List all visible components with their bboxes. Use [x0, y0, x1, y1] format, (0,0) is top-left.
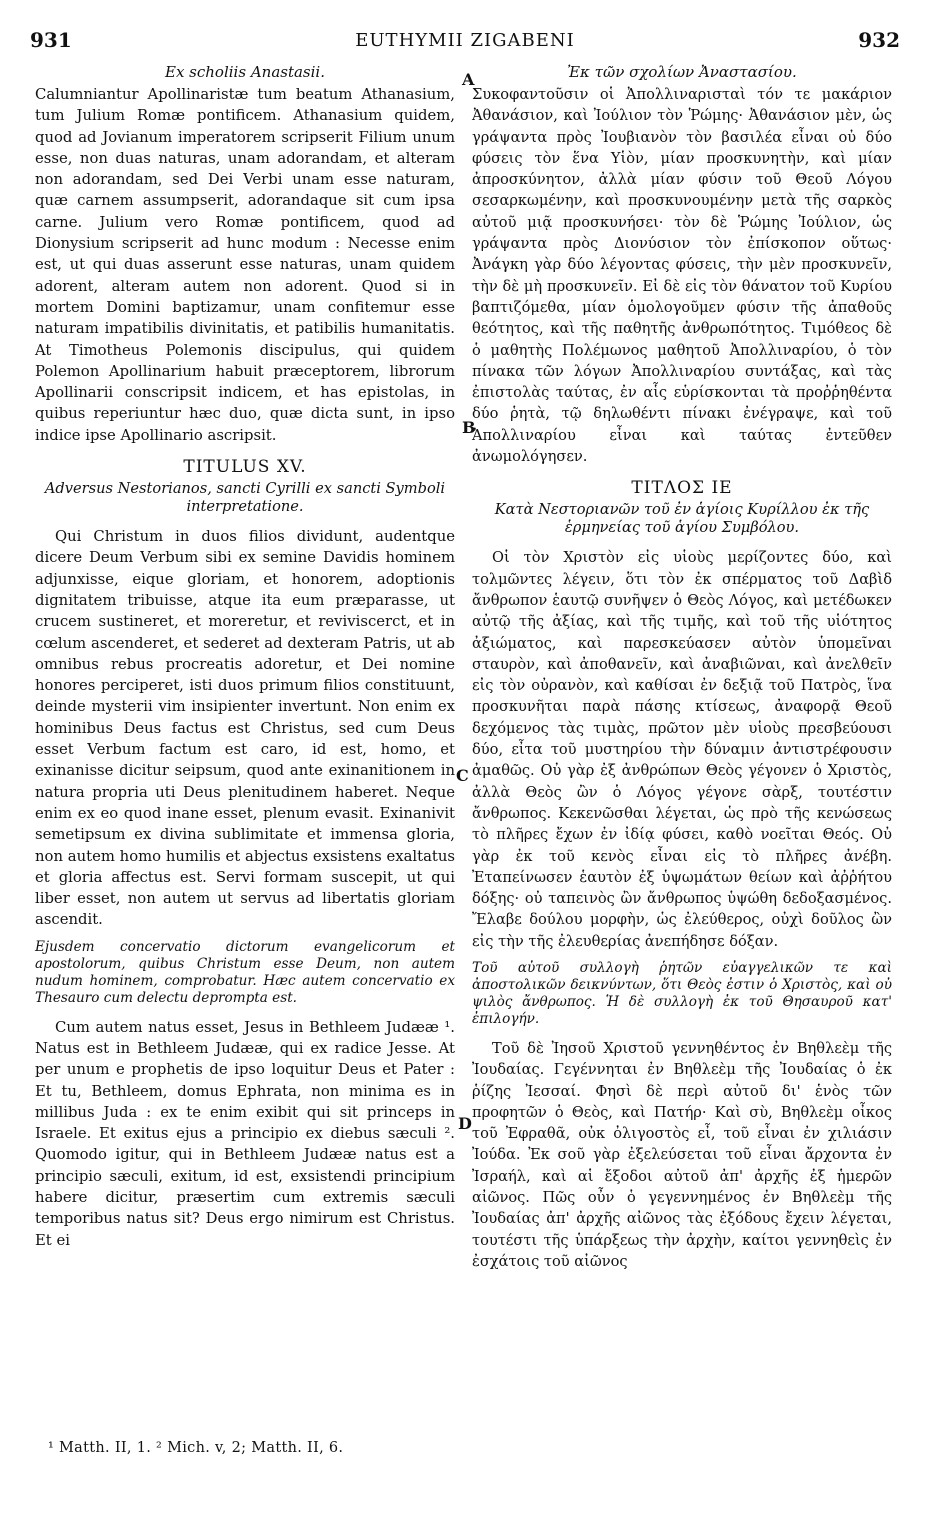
greek-paragraph-1: Συκοφαντοῦσιν οἱ Ἀπολλιναρισταὶ τόν τε μακάριον Ἀθανάσιον, καὶ Ἰούλιον τὸν Ῥώμης· Ἀθανάσιον μὲν, ὡς γράψαντα πρὸς Ἰουβιανὸν τὸν βασιλέα εἶναι οὐ δύο φύσεις τὸν ἕνα Υἱὸν, μίαν προσκυνητὴν, καὶ μίαν ἀπροσκύνητον, ἀλλὰ μίαν φύσιν τοῦ Θεοῦ Λόγου σεσαρκωμένην, καὶ προσκυνουμένην μετὰ τῆς σαρκὸς αὐτοῦ μιᾷ προσκυνήσει· τὸν δὲ Ῥώμης Ἰούλιον, ὡς γράψαντα πρὸς Διονύσιον τὸν ἐπίσκοπον οὕτως· Ἀνάγκη γὰρ δύο λέγοντας φύσεις, τὴν μὲν προσκυνεῖν, τὴν δὲ μὴ προσκυνεῖν. Εἰ δὲ εἰς τὸν θάνατον τοῦ Κυρίου βαπτιζόμεθα, μίαν ὁμολογοῦμεν φύσιν τῆς ἀπαθοῦς θεότητος, καὶ τῆς παθητῆς ἀνθρωπότητος. Τιμόθεος δὲ ὁ μαθητὴς Πολέμωνος μαθητοῦ Ἀπολλιναρίου, ὁ τὸν πίνακα τῶν λόγων Ἀπολλιναρίου συντάξας, καὶ τὰς ἐπιστολὰς ταύτας, ἐν αἷς εὑρίσκονται τὰ προῤῥηθέντα δύο ῥητὰ, τῷ δηλωθέντι πίνακι ἐνέγραψε, καὶ τοῦ Ἀπολλιναρίου εἶναι καὶ ταύτας ἐντεῦθεν ἀνωμολόγησεν.	[472, 86, 892, 466]
greek-subheading: Τοῦ αὐτοῦ συλλογὴ ῥητῶν εὐαγγελικῶν τε καὶ ἀποστολικῶν δεικνύντων, ὅτι Θεὸς ἐστιν ὁ Χριστὸς, καὶ οὐ ψιλὸς ἄνθρωπος. Ἡ δὲ συλλογὴ ἐκ τοῦ Θησαυροῦ κατ' ἐπιλογήν.	[472, 959, 892, 1027]
page-number-right: 932	[858, 28, 900, 52]
footnotes: ¹ Matth. II, 1. ² Mich. v, 2; Matth. II, 6.	[48, 1440, 344, 1456]
latin-paragraph-2: Qui Christum in duos filios dividunt, audentque dicere Deum Verbum sibi ex semine Davidis hominem adjunxisse, eique gloriam, et honorem, adoptionis dignitatem tribuisse, atque ita eum præparasse, ut crucem sustineret, et moreretur, et reviviscerct, et in cœlum ascenderet, et sederet ad dexteram Patris, ut ab omnibus rebus procreatis adoretur, et Dei nomine honores perciperet, isti duos primum filios constituunt, deinde mysterii vim insipienter invertunt. Non enim ex hominibus Deus factus est Christus, sed cum Deus esset Verbum factum est caro, id est, homo, et exinanisse dicitur seipsum, quod ante exinanitionem in natura propria uti Deus plenitudinem haberet. Neque enim ex eo quod inane esset, plenum evasit. Exinanivit semetipsum ex divina sublimitate et immensa gloria, non autem homo humilis et abjectus exsistens exaltatus et gloria affectus est. Servi formam suscepit, ut qui liber esset, non autem ut servus ad libertatis gloriam ascendit.	[35, 528, 455, 929]
margin-letter-b: B	[462, 418, 476, 437]
latin-title: TITULUS XV.	[183, 457, 307, 478]
latin-subheading: Ejusdem concervatio dictorum evangelicorum et apostolorum, quibus Christum esse Deum, non autem nudum hominem, comprobatur. Hæc autem concervatio ex Thesauro cum delectu deprompta est.	[35, 938, 455, 1006]
margin-letter-d: D	[458, 1114, 472, 1133]
latin-subtitle: Adversus Nestorianos, sancti Cyrilli ex sancti Symboli interpretatione.	[44, 480, 446, 516]
running-head	[30, 28, 900, 60]
latin-paragraph-3: Cum autem natus esset, Jesus in Bethleem Judææ ¹. Natus est in Bethleem Judææ, qui ex radice Jesse. At per unum e prophetis de ipso loquitur Deus et Pater : Et tu, Bethleem, domus Ephrata, non minima es in millibus Juda : ex te enim exibit qui sit princeps in Israele. Et exitus ejus a principio ex diebus sæculi ². Quomodo igitur, qui in Bethleem Judææ natus est a principio sæculi, exitum, id est, exsistendi principium habere dicitur, præsertim cum extremis sæculi temporibus natus sit? Deus ergo nimirum est Christus. Et ei	[35, 1018, 455, 1249]
latin-paragraph-1: Calumniantur Apollinaristæ tum beatum Athanasium, tum Julium Romæ pontificem. Athanasium quidem, quod ad Jovianum imperatorem scripserit Filium unum esse, non duas naturas, unam adorandam, et alteram non adorandam, sed Dei Verbi unam esse naturam, quæ carnem assumpserit, adorandaque sit cum ipsa carne. Julium vero Romæ pontificem, quod ad Dionysium scripserit ad hunc modum : Necesse enim est, ut qui duas asserunt esse naturas, unam quidem adorent, alteram autem non adorent. Quod si in mortem Domini baptizamur, unam confitemur esse naturam impatibilis divinitatis, et patibilis humanitatis. At Timotheus Polemonis discipulus, qui quidem Polemon Apollinarium habuit præceptorem, librorum Apollinarii conscripsit indicem, et has epistolas, in quibus reperiuntur hæc duo, quæ dicta sunt, in ipso indice ipse Apollinario ascripsit.	[35, 86, 455, 444]
margin-letter-a: A	[462, 70, 475, 89]
latin-column	[35, 62, 455, 1251]
greek-subtitle: Κατὰ Νεστοριανῶν τοῦ ἐν ἁγίοις Κυρίλλου ἐκ τῆς ἑρμηνείας τοῦ ἁγίου Συμβόλου.	[494, 501, 870, 537]
running-title: EUTHYMII ZIGABENI	[355, 30, 575, 51]
greek-title: ΤΙΤΛΟΣ ΙΕ	[631, 478, 733, 499]
greek-column	[472, 62, 892, 1272]
greek-paragraph-3: Τοῦ δὲ Ἰησοῦ Χριστοῦ γεννηθέντος ἐν Βηθλεὲμ τῆς Ἰουδαίας. Γεγέννηται ἐν Βηθλεὲμ τῆς Ἰουδαίας ὁ ἐκ ῥίζης Ἰεσσαί. Φησὶ δὲ περὶ αὐτοῦ δι' ἑνὸς τῶν προφητῶν ὁ Θεὸς, καὶ Πατήρ· Καὶ σὺ, Βηθλεὲμ οἶκος τοῦ Ἐφραθᾶ, οὐκ ὀλιγοστὸς εἶ, τοῦ εἶναι ἐν χιλιάσιν Ἰούδα. Ἐκ σοῦ γὰρ ἐξελεύσεται τοῦ εἶναι ἄρχοντα ἐν Ἰσραήλ, καὶ αἱ ἔξοδοι αὐτοῦ ἀπ' ἀρχῆς ἐξ ἡμερῶν αἰῶνος. Πῶς οὖν ὁ γεγεννημένος ἐν Βηθλεὲμ τῆς Ἰουδαίας ἀπ' ἀρχῆς αἰῶνος τὰς ἐξόδους ἔχειν λέγεται, τουτέστι τῆς ὑπάρξεως τὴν ἀρχὴν, καίτοι γεννηθεὶς ἐν ἐσχάτοις τοῦ αἰῶνος	[472, 1039, 892, 1270]
margin-letter-c: C	[456, 766, 469, 785]
greek-scholia-heading: Ἐκ τῶν σχολίων Ἀναστασίου.	[567, 63, 797, 81]
greek-paragraph-2: Οἱ τὸν Χριστὸν εἰς υἱοὺς μερίζοντες δύο, καὶ τολμῶντες λέγειν, ὅτι τὸν ἐκ σπέρματος τοῦ Δαβὶδ ἄνθρωπον ἑαυτῷ συνῆψεν ὁ Θεὸς Λόγος, καὶ μετέδωκεν αὐτῷ τῆς ἀξίας, καὶ τῆς τιμῆς, καὶ τοῦ τῆς υἱότητος ἀξιώματος, καὶ παρεσκεύασεν αὐτὸν ὑπομεῖναι σταυρὸν, καὶ ἀποθανεῖν, καὶ ἀναβιῶναι, καὶ ἀνελθεῖν εἰς τὸν οὐρανὸν, καὶ καθίσαι ἐν δεξιᾷ τοῦ Πατρὸς, ἵνα προσκυνῆται παρὰ πάσης κτίσεως, ἀναφορᾷ Θεοῦ δεχόμενος τὰς τιμὰς, πρῶτον μὲν υἱοὺς πρεσβεύουσι δύο, εἶτα τοῦ μυστηρίου τὴν δύναμιν ἀντιστρέφουσιν ἀμαθῶς. Οὐ γὰρ ἐξ ἀνθρώπων Θεὸς γέγονεν ὁ Χριστὸς, ἀλλὰ Θεὸς ὢν ὁ Λόγος γέγονε σὰρξ, τουτέστιν ἄνθρωπος. Κεκενῶσθαι λέγεται, ὡς πρὸ τῆς κενώσεως τὸ πλῆρες ἔχων ἐν ἰδίᾳ φύσει, καθὸ νοεῖται Θεός. Οὐ γὰρ ἐκ τοῦ κενὸς εἶναι εἰς τὸ πλῆρες ἀνέβη. Ἐταπείνωσεν ἑαυτὸν ἐξ ὑψωμάτων θείων καὶ ἀῤῥήτου δόξης· οὐ ταπεινὸς ὢν ἄνθρωπος ὑψώθη δεδοξασμένος. Ἔλαβε δούλου μορφὴν, ὡς ἐλεύθερος, οὐχὶ δοῦλος ὢν εἰς τὴν τῆς ἐλευθερίας ἀνεπήδησε δόξαν.	[472, 549, 892, 950]
page-number-left: 931	[30, 28, 72, 52]
latin-scholia-heading: Ex scholiis Anastasii.	[165, 63, 325, 81]
